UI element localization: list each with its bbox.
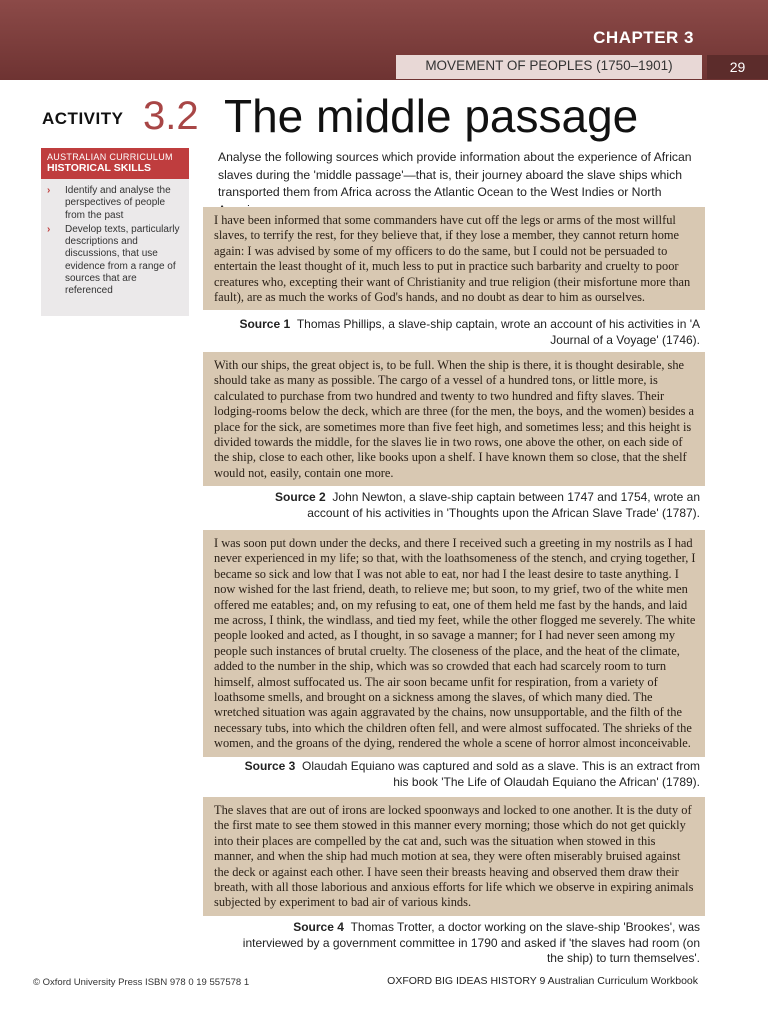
footer-copyright: © Oxford University Press ISBN 978 0 19 557578 1 bbox=[33, 977, 250, 988]
chapter-subtitle: MOVEMENT OF PEOPLES (1750–1901) bbox=[425, 58, 673, 73]
source-1-caption bbox=[230, 317, 700, 348]
sidebar-title: HISTORICAL SKILLS bbox=[47, 162, 152, 174]
source-1-box: I have been informed that some commanders have cut off the legs or arms of the most willful slaves, to terrify the rest, for they believe that, if they lose a member, they cannot return home again: I was advised by some of my officers to do the same, but I could not be persuaded to entertain the least thought of it, much less to put in practice such barbarity and cruelty to poor creatures who, excepting their want of Christianity and true religion (their misfortune more than fault), are as much the works of God's hands, and no doubt as dear to him as ourselves. bbox=[203, 207, 705, 310]
source-3-caption bbox=[230, 759, 700, 790]
activity-number: 3.2 bbox=[143, 94, 199, 138]
chevron-right-icon: › bbox=[47, 223, 51, 235]
source-label: Source 1 bbox=[239, 317, 291, 331]
chevron-right-icon: › bbox=[47, 185, 51, 196]
source-label: Source 4 bbox=[293, 920, 344, 934]
skill-text: Identify and analyse the perspectives of people from the past bbox=[65, 185, 171, 221]
sidebar-header bbox=[41, 148, 189, 179]
source-label: Source 3 bbox=[244, 759, 296, 773]
page-title: The middle passage bbox=[224, 90, 639, 142]
footer-book-title: OXFORD BIG IDEAS HISTORY 9 Australian Curriculum Workbook bbox=[387, 975, 698, 987]
chapter-subtitle-bar bbox=[396, 55, 702, 79]
skills-sidebar bbox=[41, 148, 189, 316]
source-2-box: With our ships, the great object is, to be full. When the ship is there, it is thought desirable, she should take as many as possible. The cargo of a vessel of a hundred tons, or little more, is calculated to purchase from two hundred and twenty to two hundred and fifty slaves. Their lodging-rooms below the deck, which are three (for the men, the boys, and the women) besides a place for the sick, are sometimes more than five feet high, and sometimes less; and this height is divided towards the middle, for the slaves lie in two rows, one above the other, on each side of the ship, close to each other, like books upon a shelf. I have known them so close, that the shelf would not, easily, contain one more. bbox=[203, 352, 705, 486]
activity-label: ACTIVITY bbox=[42, 109, 124, 128]
sidebar-label: AUSTRALIAN CURRICULUM bbox=[47, 152, 173, 162]
page-number: 29 bbox=[707, 55, 768, 79]
caption-text: John Newton, a slave-ship captain between 1747 and 1754, wrote an account of his activities in 'Thoughts upon the African Slave Trade' (1787). bbox=[307, 490, 700, 520]
source-2-caption bbox=[230, 490, 700, 521]
caption-text: Thomas Trotter, a doctor working on the slave-ship 'Brookes', was interviewed by a government committee in 1790 and asked if 'the slaves had room (on the ship) to turn themselves'. bbox=[242, 920, 700, 965]
skills-list bbox=[41, 185, 189, 298]
list-item bbox=[47, 185, 183, 222]
skill-text: Develop texts, particularly descriptions and discussions, that use evidence from a range of sources that are referenced bbox=[65, 223, 180, 297]
caption-text: Thomas Phillips, a slave-ship captain, wrote an account of his activities in 'A Journal of a Voyage' (1746). bbox=[296, 317, 700, 347]
source-label: Source 2 bbox=[275, 490, 326, 504]
source-4-caption bbox=[230, 920, 700, 967]
intro-text: Analyse the following sources which provide information about the experience of African slaves during the 'middle passage'—that is, their journey aboard the slave ships which transported them from Africa across the Atlantic Ocean to the West Indies or North bbox=[218, 150, 692, 199]
list-item bbox=[47, 224, 183, 298]
source-3-box: I was soon put down under the decks, and there I received such a greeting in my nostrils as I had never experienced in my life; so that, with the loathsomeness of the stench, and crying together, I became so sick and low that I was not able to eat, nor had I the least desire to taste anything. I now wished for the last friend, death, to relieve me; but soon, to my grief, two of the white men offered me eatables; and, on my refusing to eat, one of them held me fast by the hands, and laid me across, I think, the windlass, and tied my feet, while the other flogged me severely. The white people looked and acted, as I thought, in so savage a manner; for I had never seen among my people such instances of brutal cruelty. The closeness of the place, and the heat of the climate, added to the number in the ship, which was so crowded that each had scarcely room to turn himself, almost suffocated us. The air soon became unfit for respiration, from a variety of loathsome smells, and brought on a sickness among the slaves, of which many died. The wretched situation was again aggravated by the chains, now unsupportable, and the filth of the necessary tubs, into which the children often fell, and were almost suffocated. The shrieks of the women, and the groans of the dying, rendered the whole a scene of horror almost inconceivable. bbox=[203, 530, 705, 757]
chapter-label: CHAPTER 3 bbox=[593, 28, 694, 47]
source-4-box: The slaves that are out of irons are locked spoonways and locked to one another. It is the duty of the first mate to see them stowed in this manner every morning; those which do not get quickly into their places are compelled by the cat and, such was the situation when stowed in this manner, and when the ship had much motion at sea, they were often miserably bruised against the deck or against each other. I have seen their breasts heaving and observed them draw their breath, with all those laborious and anxious efforts for life which we observe in expiring animals subjected by experiment to bad air of various kinds. bbox=[203, 797, 705, 916]
caption-text: Olaudah Equiano was captured and sold as a slave. This is an extract from his book 'The Life of Olaudah Equiano the African' (1789). bbox=[302, 759, 700, 789]
